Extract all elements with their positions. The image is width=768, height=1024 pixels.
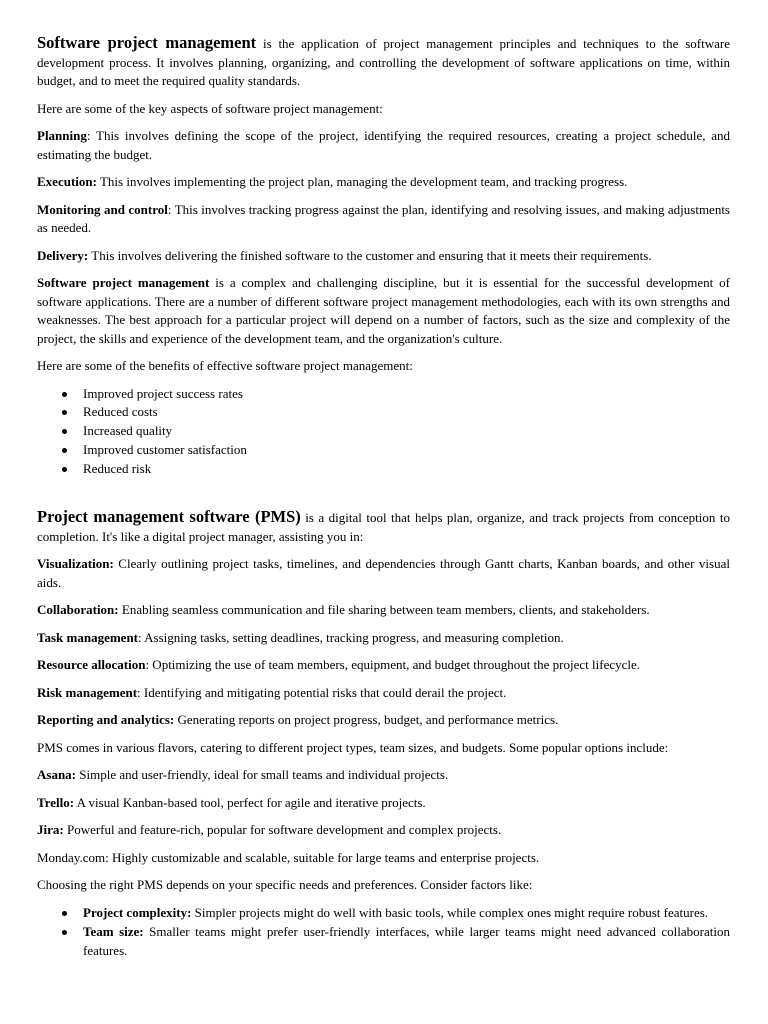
feature-term: Risk management	[37, 684, 138, 700]
option-trello	[37, 794, 730, 813]
spm-intro-paragraph	[37, 34, 730, 91]
aspect-planning	[37, 127, 730, 164]
aspect-text: This involves delivering the finished software to the customer and ensuring that it meets their requirements.	[88, 247, 652, 263]
list-item	[83, 923, 730, 961]
option-text: A visual Kanban-based tool, perfect for agile and iterative projects.	[74, 794, 426, 810]
feature-task-management	[37, 629, 730, 648]
aspect-term: Monitoring and control	[37, 201, 168, 217]
aspects-intro: Here are some of the key aspects of software project management:	[37, 100, 383, 116]
feature-visualization	[37, 555, 730, 592]
feature-term: Reporting and analytics:	[37, 712, 175, 728]
aspect-text: This involves implementing the project plan, managing the development team, and tracking progress.	[96, 174, 628, 189]
aspect-text: : This involves defining the scope of the project, identifying the required resources, creating a project schedule, and estimating the budget.	[37, 128, 730, 162]
option-text: Powerful and feature-rich, popular for software development and complex projects.	[63, 822, 502, 838]
spm-summary-term: Software project management	[37, 275, 210, 290]
option-term: Jira:	[37, 822, 64, 838]
options-intro: PMS comes in various flavors, catering to different project types, team sizes, and budgets. Some popular options include:	[37, 739, 669, 755]
aspect-term: Delivery:	[37, 247, 89, 263]
pms-intro-term: Project management software (PMS)	[37, 507, 301, 527]
feature-text: Enabling seamless communication and file sharing between team members, clients, and stakeholders.	[118, 602, 650, 618]
option-text: Simple and user-friendly, ideal for small teams and individual projects.	[76, 767, 449, 783]
feature-text: : Assigning tasks, setting deadlines, tracking progress, and measuring completion.	[138, 629, 564, 645]
spm-intro-text: is the application of project management principles and techniques to the software development process. It involves planning, organizing, and controlling the development of software applications on time, within budget, and to meet the required quality standards.	[37, 36, 730, 88]
feature-term: Task management	[37, 629, 139, 645]
pms-intro-paragraph	[37, 508, 730, 546]
feature-term: Resource allocation	[37, 657, 146, 673]
pms-intro-text: is a digital tool that helps plan, organize, and track projects from conception to completion. It's like a digital project manager, assisting you in:	[37, 510, 730, 544]
spm-summary-text: is a complex and challenging discipline, but it is essential for the successful development of software applications. There are a number of different software project management methodologies, each with its own strengths and weaknesses. The best approach for a particular project will depend on a number of factors, such as the size and complexity of the project, the skills and experience of the development team, and the organization's culture.	[37, 275, 730, 346]
feature-risk-management	[37, 684, 730, 703]
feature-text: : Identifying and mitigating potential risks that could derail the project.	[137, 684, 507, 700]
list-item: Reduced risk	[83, 460, 730, 479]
factor-text: Simpler projects might do well with basic tools, while complex ones might require robust features.	[191, 904, 709, 920]
aspect-delivery	[37, 247, 730, 266]
aspect-execution	[37, 173, 730, 192]
feature-text: Clearly outlining project tasks, timelines, and dependencies through Gantt charts, Kanban boards, and other visual aids.	[37, 556, 730, 590]
feature-collaboration	[37, 601, 730, 620]
option-asana	[37, 766, 730, 785]
list-item: Increased quality	[83, 422, 730, 441]
option-monday: Monday.com: Highly customizable and scalable, suitable for large teams and enterprise projects.	[37, 849, 540, 865]
section-spacer	[37, 478, 730, 508]
spm-summary-paragraph	[37, 274, 730, 348]
list-item: Reduced costs	[83, 403, 730, 422]
feature-term: Collaboration:	[37, 602, 119, 618]
aspect-term: Planning	[37, 128, 87, 143]
aspect-monitoring	[37, 201, 730, 238]
factors-list	[37, 904, 730, 960]
benefits-intro: Here are some of the benefits of effective software project management:	[37, 358, 413, 373]
list-item: Improved project success rates	[83, 385, 730, 404]
feature-term: Visualization:	[37, 556, 114, 572]
option-term: Trello:	[37, 794, 75, 810]
aspect-text: : This involves tracking progress against the plan, identifying and resolving issues, and making adjustments as needed.	[37, 201, 730, 235]
factor-text: Smaller teams might prefer user-friendly interfaces, while larger teams might need advanced collaboration features.	[83, 923, 730, 958]
option-jira	[37, 821, 730, 840]
option-term: Asana:	[37, 767, 77, 783]
feature-reporting	[37, 711, 730, 730]
factor-term: Project complexity:	[83, 904, 192, 920]
benefits-list	[37, 385, 730, 479]
aspect-term: Execution:	[37, 174, 97, 189]
choosing-intro: Choosing the right PMS depends on your specific needs and preferences. Consider factors like:	[37, 877, 533, 893]
spm-intro-term: Software project management	[37, 33, 257, 52]
list-item	[83, 904, 730, 923]
list-item: Improved customer satisfaction	[83, 441, 730, 460]
factor-term: Team size:	[83, 923, 144, 939]
feature-text: : Optimizing the use of team members, equipment, and budget throughout the project lifecycle.	[145, 657, 641, 673]
feature-text: Generating reports on project progress, budget, and performance metrics.	[174, 712, 559, 728]
feature-resource-allocation	[37, 656, 730, 675]
